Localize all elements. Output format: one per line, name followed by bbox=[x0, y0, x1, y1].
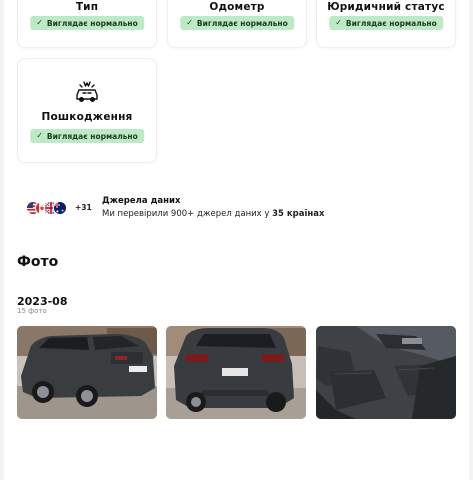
check-card-title: Одометр bbox=[209, 1, 265, 13]
photos-heading: Фото bbox=[17, 254, 59, 270]
check-icon: ✓ bbox=[335, 18, 342, 27]
check-icon: ✓ bbox=[36, 18, 43, 27]
sources-subtitle: Ми перевірили 900+ джерел даних у 35 країнах bbox=[102, 209, 325, 219]
status-badge: ✓ Виглядає нормально bbox=[30, 129, 144, 143]
status-badge: ✓ Виглядає нормально bbox=[329, 16, 443, 30]
check-card-odometer bbox=[167, 0, 307, 48]
check-card-title: Пошкодження bbox=[41, 111, 133, 123]
check-card-type bbox=[17, 0, 157, 48]
report-page bbox=[4, 0, 469, 480]
status-badge: ✓ Виглядає нормально bbox=[180, 16, 294, 30]
car-rear-photo[interactable] bbox=[166, 326, 306, 419]
data-sources bbox=[26, 196, 456, 222]
check-card-damage bbox=[17, 58, 157, 163]
check-icon: ✓ bbox=[36, 131, 43, 140]
car-rear-left-photo[interactable] bbox=[17, 326, 157, 419]
car-damage-icon bbox=[74, 81, 100, 103]
check-card-legal-status bbox=[316, 0, 456, 48]
au-flag-icon bbox=[53, 201, 67, 215]
car-interior-seats-photo[interactable] bbox=[316, 326, 456, 419]
check-icon: ✓ bbox=[186, 18, 193, 27]
more-countries-count: +31 bbox=[75, 203, 92, 212]
check-card-title: Юридичний статус bbox=[327, 1, 445, 13]
status-badge: ✓ Виглядає нормально bbox=[30, 16, 144, 30]
check-card-title: Тип bbox=[75, 1, 99, 13]
photo-group-date: 2023-08 bbox=[17, 295, 68, 308]
sources-title: Джерела даних bbox=[102, 196, 181, 206]
photo-count: 15 фото bbox=[17, 307, 47, 315]
